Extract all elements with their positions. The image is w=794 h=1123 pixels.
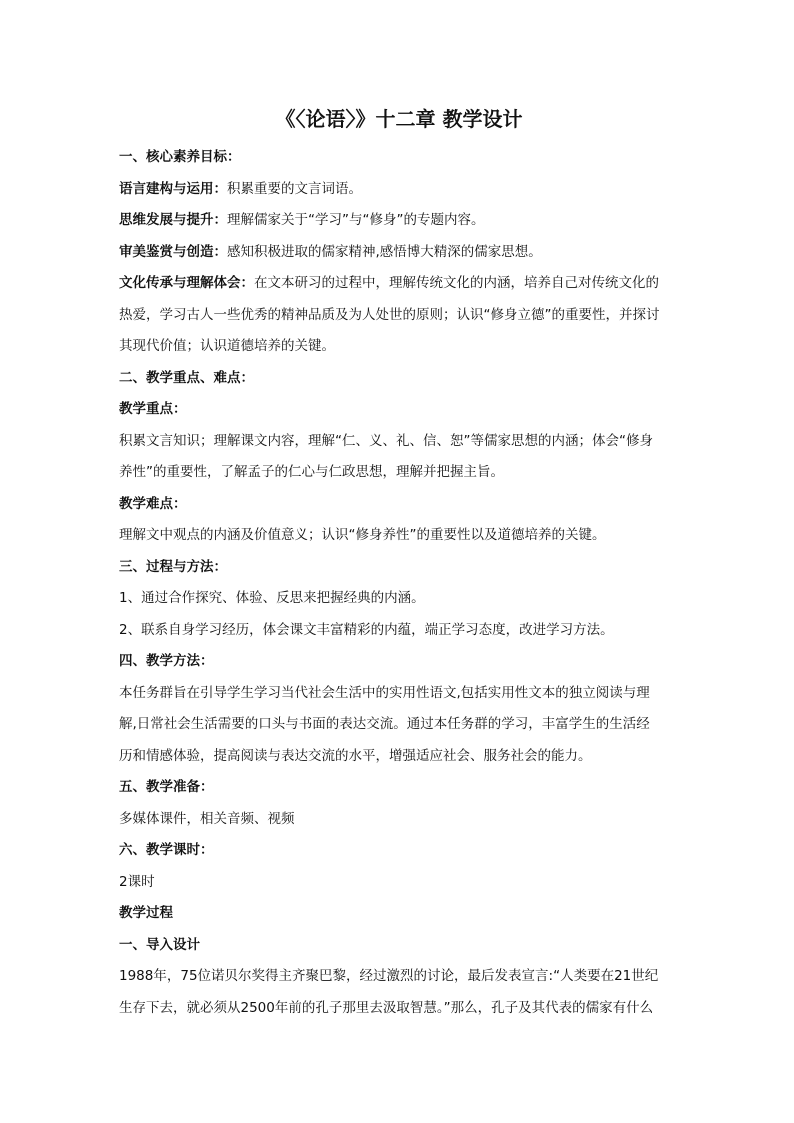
goal-label: 思维发展与提升： xyxy=(119,212,227,228)
process-method-item: 1、通过合作探究、体验、反思来把握经典的内涵。 xyxy=(119,590,425,606)
section-heading-process-method: 三、过程与方法： xyxy=(119,558,227,575)
goal-text: 在文本研习的过程中，理解传统文化的内涵，培养自己对传统文化的 xyxy=(254,275,659,291)
teaching-method-text: 本任务群旨在引导学生学习当代社会生活中的实用性语文,包括实用性文本的独立阅读与理 xyxy=(119,684,650,701)
teaching-method-text: 解,日常社会生活需要的口头与书面的表达交流。通过本任务群的学习，丰富学生的生活经 xyxy=(119,716,650,732)
section-heading-core-goals: 一、核心素养目标： xyxy=(119,149,241,165)
subheading-difficulty: 教学难点： xyxy=(119,495,187,512)
process-method-item: 2、联系自身学习经历，体会课文丰富精彩的内蕴，端正学习态度，改进学习方法。 xyxy=(119,621,614,638)
section-heading-focus-difficulty: 二、教学重点、难点： xyxy=(119,369,254,386)
goal-label: 文化传承与理解体会： xyxy=(119,275,254,291)
subheading-introduction: 一、导入设计 xyxy=(119,936,200,953)
section-heading-teaching-method: 四、教学方法： xyxy=(119,653,214,669)
goal-aesthetic xyxy=(119,237,679,269)
goal-thinking xyxy=(119,205,679,237)
teaching-method-text: 历和情感体验，提高阅读与表达交流的水平，增强适应社会、服务社会的能力。 xyxy=(119,747,592,764)
introduction-text: 1988年，75位诺贝尔奖得主齐聚巴黎，经过激烈的讨论，最后发表宣言:“人类要在21世纪 xyxy=(119,968,659,984)
preparation-text: 多媒体课件，相关音频、视频 xyxy=(119,810,295,827)
focus-text: 积累文言知识；理解课文内容，理解“仁、义、礼、信、恕”等儒家思想的内涵；体会“修身 xyxy=(119,432,653,449)
document-content xyxy=(119,104,679,1024)
goal-label: 语言建构与运用： xyxy=(119,180,227,197)
goal-culture-continuation: 其现代价值；认识道德培养的关键。 xyxy=(119,338,335,354)
goal-culture-continuation: 热爱，学习古人一些优秀的精神品质及为人处世的原则；认识“修身立德”的重要性，并探讨 xyxy=(119,306,660,323)
goal-culture xyxy=(119,268,679,300)
section-heading-teaching-process: 教学过程 xyxy=(119,905,173,921)
subheading-focus: 教学重点： xyxy=(119,401,187,417)
goal-text: 感知积极进取的儒家精神,感悟博大精深的儒家思想。 xyxy=(227,243,542,260)
introduction-text: 生存下去，就必须从2500年前的孔子那里去汲取智慧。”那么，孔子及其代表的儒家有什么 xyxy=(119,999,654,1016)
goal-text: 理解儒家关于“学习”与“修身”的专题内容。 xyxy=(227,212,485,228)
class-hours-text: 2课时 xyxy=(119,873,155,890)
section-heading-preparation: 五、教学准备： xyxy=(119,779,214,795)
document-title: 《〈论语〉》十二章 教学设计 xyxy=(275,107,523,131)
goal-text: 积累重要的文言词语。 xyxy=(227,180,362,197)
goal-label: 审美鉴赏与创造： xyxy=(119,243,227,260)
focus-text: 养性”的重要性，了解孟子的仁心与仁政思想，理解并把握主旨。 xyxy=(119,464,504,480)
difficulty-text: 理解文中观点的内涵及价值意义；认识“修身养性”的重要性以及道德培养的关键。 xyxy=(119,527,606,543)
goal-language xyxy=(119,174,679,206)
section-heading-class-hours: 六、教学课时： xyxy=(119,842,214,858)
